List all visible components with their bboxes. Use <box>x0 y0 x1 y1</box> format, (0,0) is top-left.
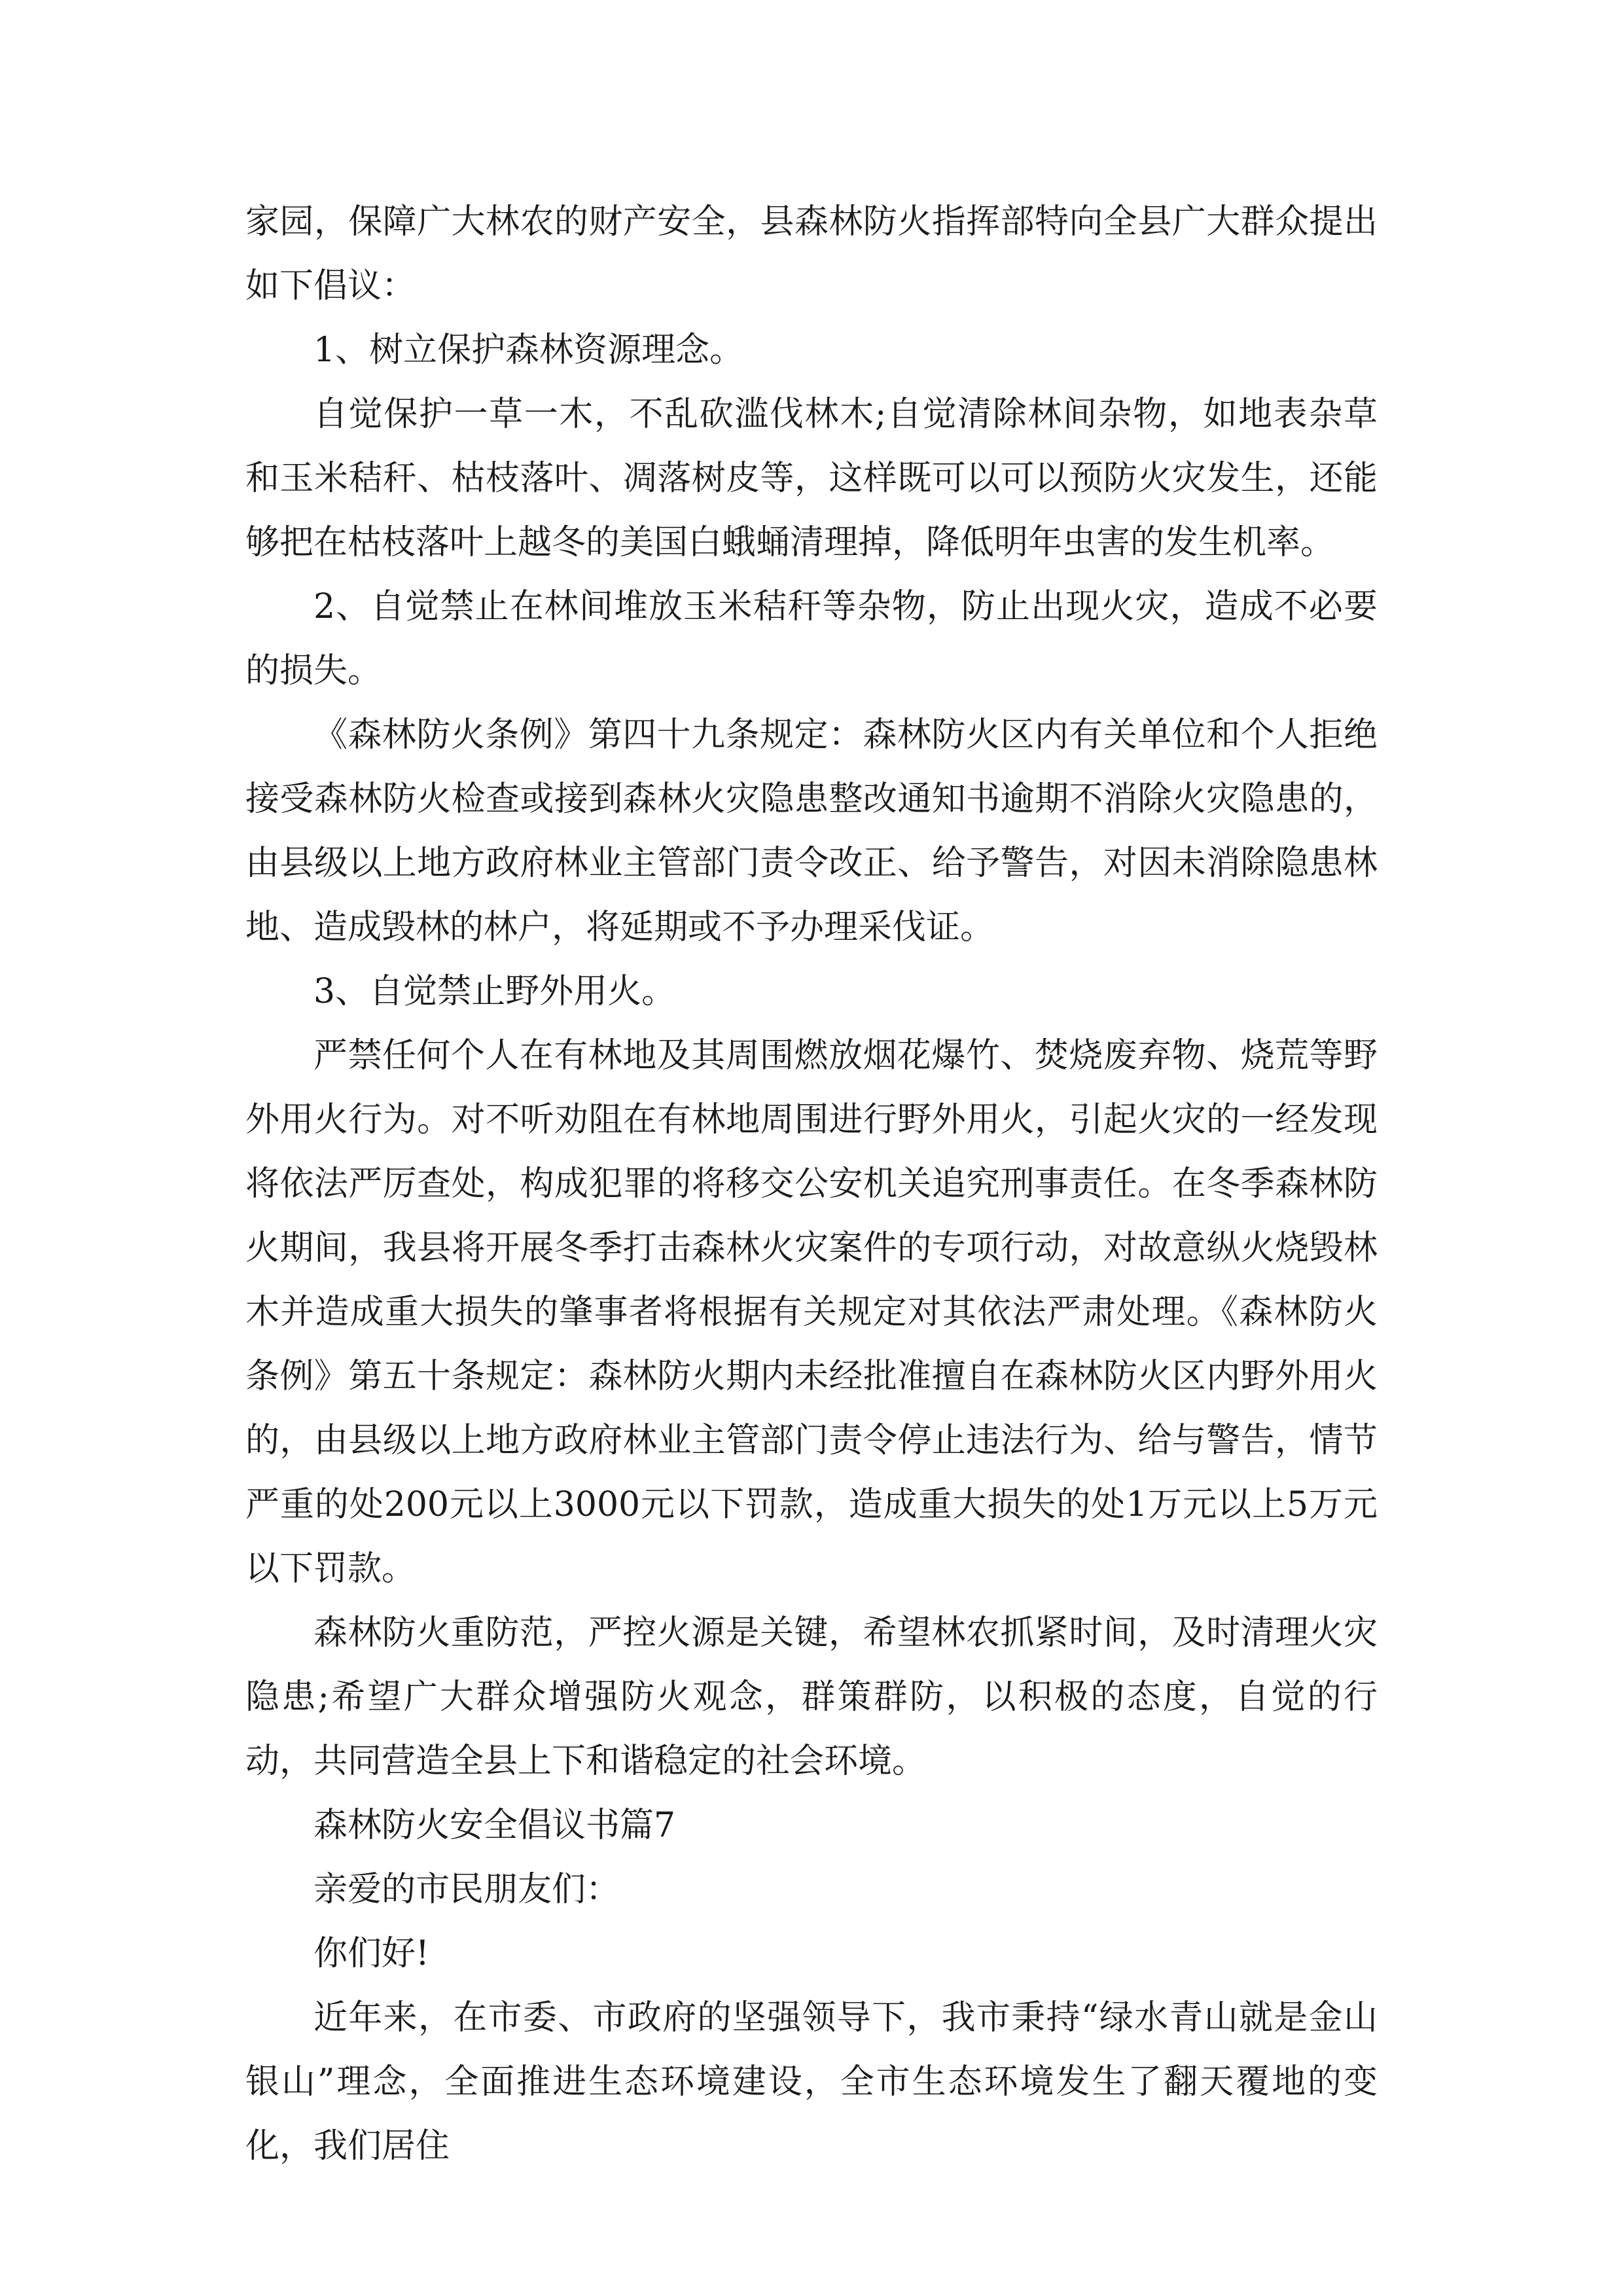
greeting: 你们好! <box>313 1934 429 1973</box>
paragraph-item-2-heading: 2、自觉禁止在林间堆放玉米秸秆等杂物，防止出现火灾，造成不必要的损失。 <box>245 587 1378 691</box>
section-title: 森林防火安全倡议书篇7 <box>313 1806 676 1845</box>
paragraph-item-1-body: 自觉保护一草一木，不乱砍滥伐林木;自觉清除林间杂物，如地表杂草和玉米秸秆、枯枝落叶、凋落树皮等，这样既可以可以预防火灾发生，还能够把在枯枝落叶上越冬的美国白蛾蛹清理掉，降低明年虫害的发生机率。 <box>245 395 1378 562</box>
paragraph-item-2-regulation: 《森林防火条例》第四十九条规定：森林防火区内有关单位和个人拒绝接受森林防火检查或接到森林火灾隐患整改通知书逾期不消除火灾隐患的，由县级以上地方政府林业主管部门责令改正、给予警告，对因未消除隐患林地、造成毁林的林户，将延期或不予办理采伐证。 <box>245 715 1378 947</box>
paragraph-intro: 家园，保障广大林农的财产安全，县森林防火指挥部特向全县广大群众提出如下倡议： <box>245 202 1378 306</box>
paragraph-item-3-body: 严禁任何个人在有林地及其周围燃放烟花爆竹、焚烧废弃物、烧荒等野外用火行为。对不听劝阻在有林地周围进行野外用火，引起火灾的一经发现将依法严厉查处，构成犯罪的将移交公安机关追究刑事责任。在冬季森林防火期间，我县将开展冬季打击森林火灾案件的专项行动，对故意纵火烧毁林木并造成重大损失的肇事者将根据有关规定对其依法严肃处理。《森林防火条例》第五十条规定：森林防火期内未经批准擅自在森林防火区内野外用火的，由县级以上地方政府林业主管部门责令停止违法行为、给与警告，情节严重的处200元以上3000元以下罚款，造成重大损失的处1万元以上5万元以下罚款。 <box>245 1036 1378 1588</box>
document-page <box>245 190 1378 2178</box>
paragraph-closing: 森林防火重防范，严控火源是关键，希望林农抓紧时间，及时清理火灾隐患;希望广大群众增强防火观念，群策群防，以积极的态度，自觉的行动，共同营造全县上下和谐稳定的社会环境。 <box>245 1613 1378 1781</box>
paragraph-item-3-heading: 3、自觉禁止野外用火。 <box>313 972 676 1011</box>
paragraph-item-1-heading: 1、树立保护森林资源理念。 <box>313 331 744 370</box>
paragraph-letter-body: 近年来，在市委、市政府的坚强领导下，我市秉持“绿水青山就是金山银山”理念，全面推进生态环境建设，全市生态环境发生了翻天覆地的变化，我们居住 <box>245 1998 1378 2166</box>
salutation: 亲爱的市民朋友们： <box>313 1870 620 1909</box>
